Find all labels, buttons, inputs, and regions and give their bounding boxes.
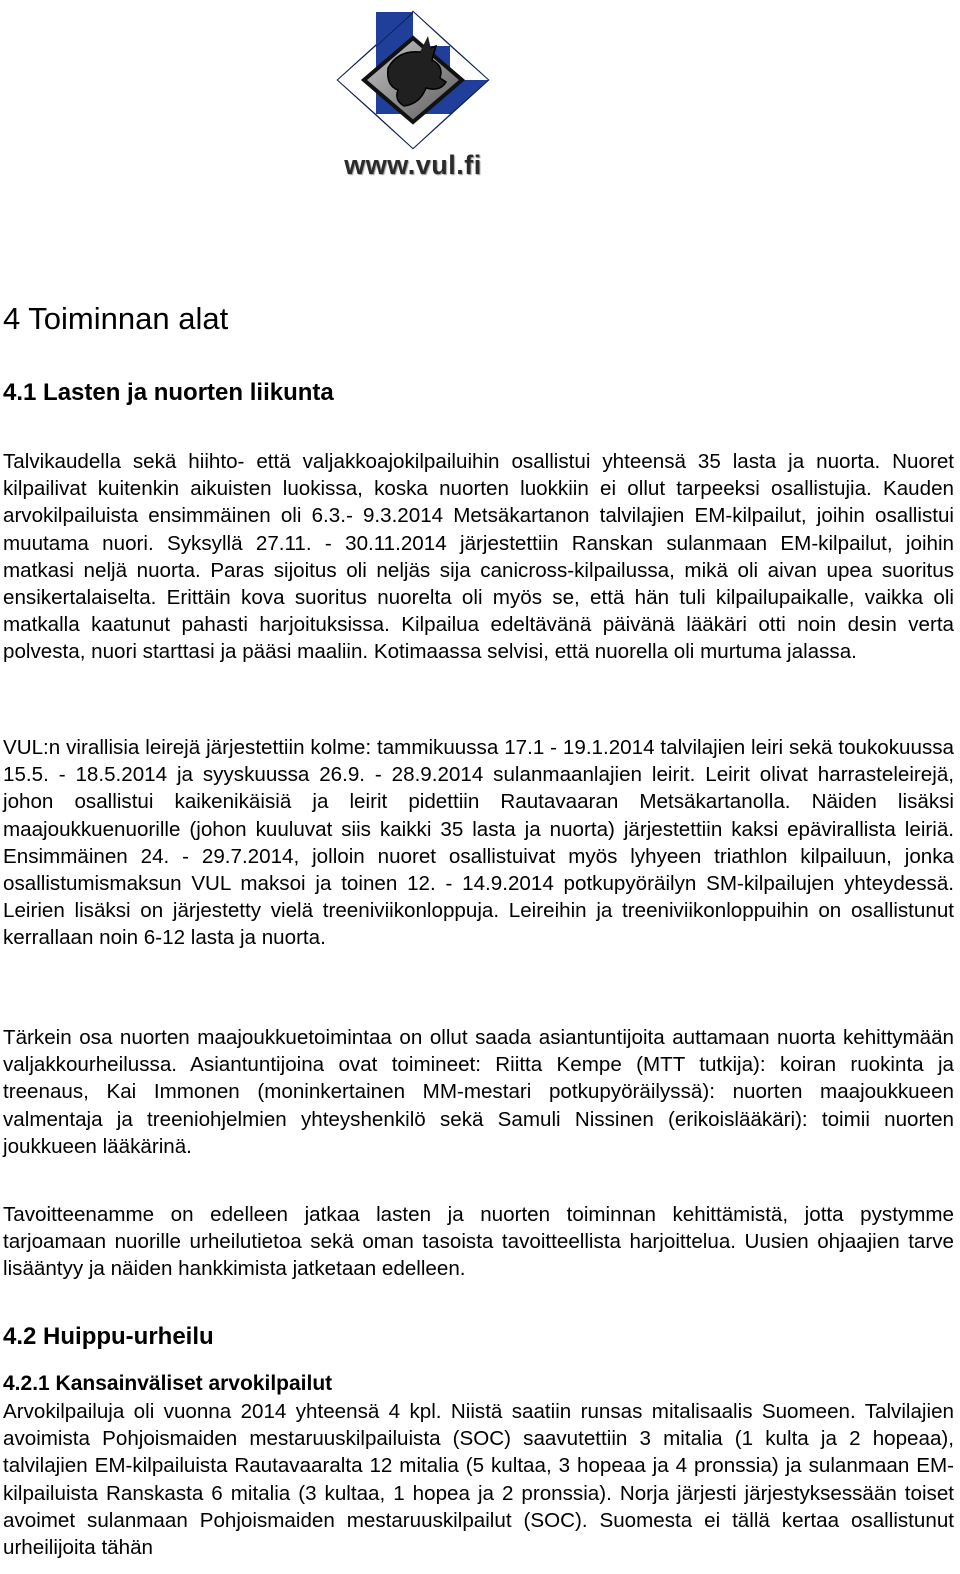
section-heading-lasten-ja-nuorten-liikunta: 4.1 Lasten ja nuorten liikunta <box>3 379 334 406</box>
dog-head-diamond-emblem-icon <box>328 8 498 158</box>
subsection-heading-arvokilpailut: 4.2.1 Kansainväliset arvokilpailut <box>3 1372 333 1395</box>
vul-logo <box>328 8 498 186</box>
body-paragraph: Arvokilpailuja oli vuonna 2014 yhteensä 4 kpl. Niistä saatiin runsas mitalisaalis Suomeen. Talvilajien avoimista Pohjoismaiden mestaruuskilpailuista (SOC) saavutettiin 3 mitalia (1 kulta ja 2 hopeaa), talvilajien EM-kilpailuista Rautavaaralta 12 mitalia (5 kultaa, 3 hopeaa ja 4 pronssia) ja sulanmaan EM-kilpailuista Ranskasta 6 mitalia (3 kultaa, 1 hopea ja 2 pronssia). Norja järjesti järjestyksessään toiset avoimet sulanmaan Pohjoismaiden mestaruuskilpailut (SOC). Suomesta ei tällä kertaa osallistunut urheilijoita tähän <box>3 1400 954 1560</box>
body-paragraph: VUL:n virallisia leirejä järjestettiin kolme: tammikuussa 17.1 - 19.1.2014 talvilajien leiri sekä toukokuussa 15.5. - 18.5.2014 ja syyskuussa 26.9. - 28.9.2014 sulanmaanlajien leirit. Leirit olivat harrasteleirejä, johon osallistui kaikenikäisiä ja leirit pidettiin Rautavaaran Metsäkartanolla. Näiden lisäksi maajoukkuenuorille (johon kuuluvat siis kaikki 35 lasta ja nuorta) järjestettiin kaksi epävirallista leiriä. Ensimmäinen 24. - 29.7.2014, jolloin nuoret osallistuivat myös lyhyeen triathlon kilpailuun, jonka osallistumismaksun VUL maksoi ja toinen 12. - 14.9.2014 potkupyöräilyn SM-kilpailujen yhteydessä. Leirien lisäksi on järjestetty vielä treeniviikonloppuja. Leireihin ja treeniviikonloppuihin on osallistunut kerrallaan noin 6-12 lasta ja nuorta. <box>3 736 954 950</box>
logo-url-text: www.vul.fi <box>344 150 482 180</box>
body-paragraph: Talvikaudella sekä hiihto- että valjakkoajokilpailuihin osallistui yhteensä 35 lasta ja nuorta. Nuoret kilpailivat kuitenkin aikuisten luokissa, koska nuorten luokkiin ei ollut tarpeeksi osallistujia. Kauden arvokilpailuista ensimmäinen oli 6.3.- 9.3.2014 Metsäkartanon talvilajien EM-kilpailut, joihin osallistui muutama nuori. Syksyllä 27.11. - 30.11.2014 järjestettiin Ranskan sulanmaan EM-kilpailut, joihin matkasi neljä nuorta. Paras sijoitus oli neljäs sija canicross-kilpailussa, mikä oli aivan upea suoritus ensikertalaiselta. Erittäin kova suoritus nuorelta oli myös se, että hän tuli kilpailupaikalle, vaikka oli matkalla kaatunut pahasti harjoituksissa. Kilpailua edeltävänä päivänä lääkäri otti noin desin verta polvesta, nuori starttasi ja pääsi maaliin. Kotimaassa selvisi, että nuorella oli murtuma jalassa. <box>3 450 954 664</box>
page-title: 4 Toiminnan alat <box>3 301 229 336</box>
body-paragraph: Tavoitteenamme on edelleen jatkaa lasten ja nuorten toiminnan kehittämistä, jotta pystymme tarjoamaan nuorille urheilutietoa sekä oman tasoista tavoitteellista harjoittelua. Uusien ohjaajien tarve lisääntyy ja näiden hankkimista jatketaan edelleen. <box>3 1203 954 1281</box>
body-paragraph: Tärkein osa nuorten maajoukkuetoimintaa on ollut saada asiantuntijoita auttamaan nuorta kehittymään valjakkourheilussa. Asiantuntijoina ovat toimineet: Riitta Kempe (MTT tutkija): koiran ruokinta ja treenaus, Kai Immonen (moninkertainen MM-mestari potkupyöräilyssä): nuorten maajoukkueen valmentaja ja treeniohjelmien yhteyshenkilö sekä Samuli Nissinen (erikoislääkäri): toimii nuorten joukkueen lääkärinä. <box>3 1026 954 1158</box>
section-heading-huippu-urheilu: 4.2 Huippu-urheilu <box>3 1323 214 1350</box>
